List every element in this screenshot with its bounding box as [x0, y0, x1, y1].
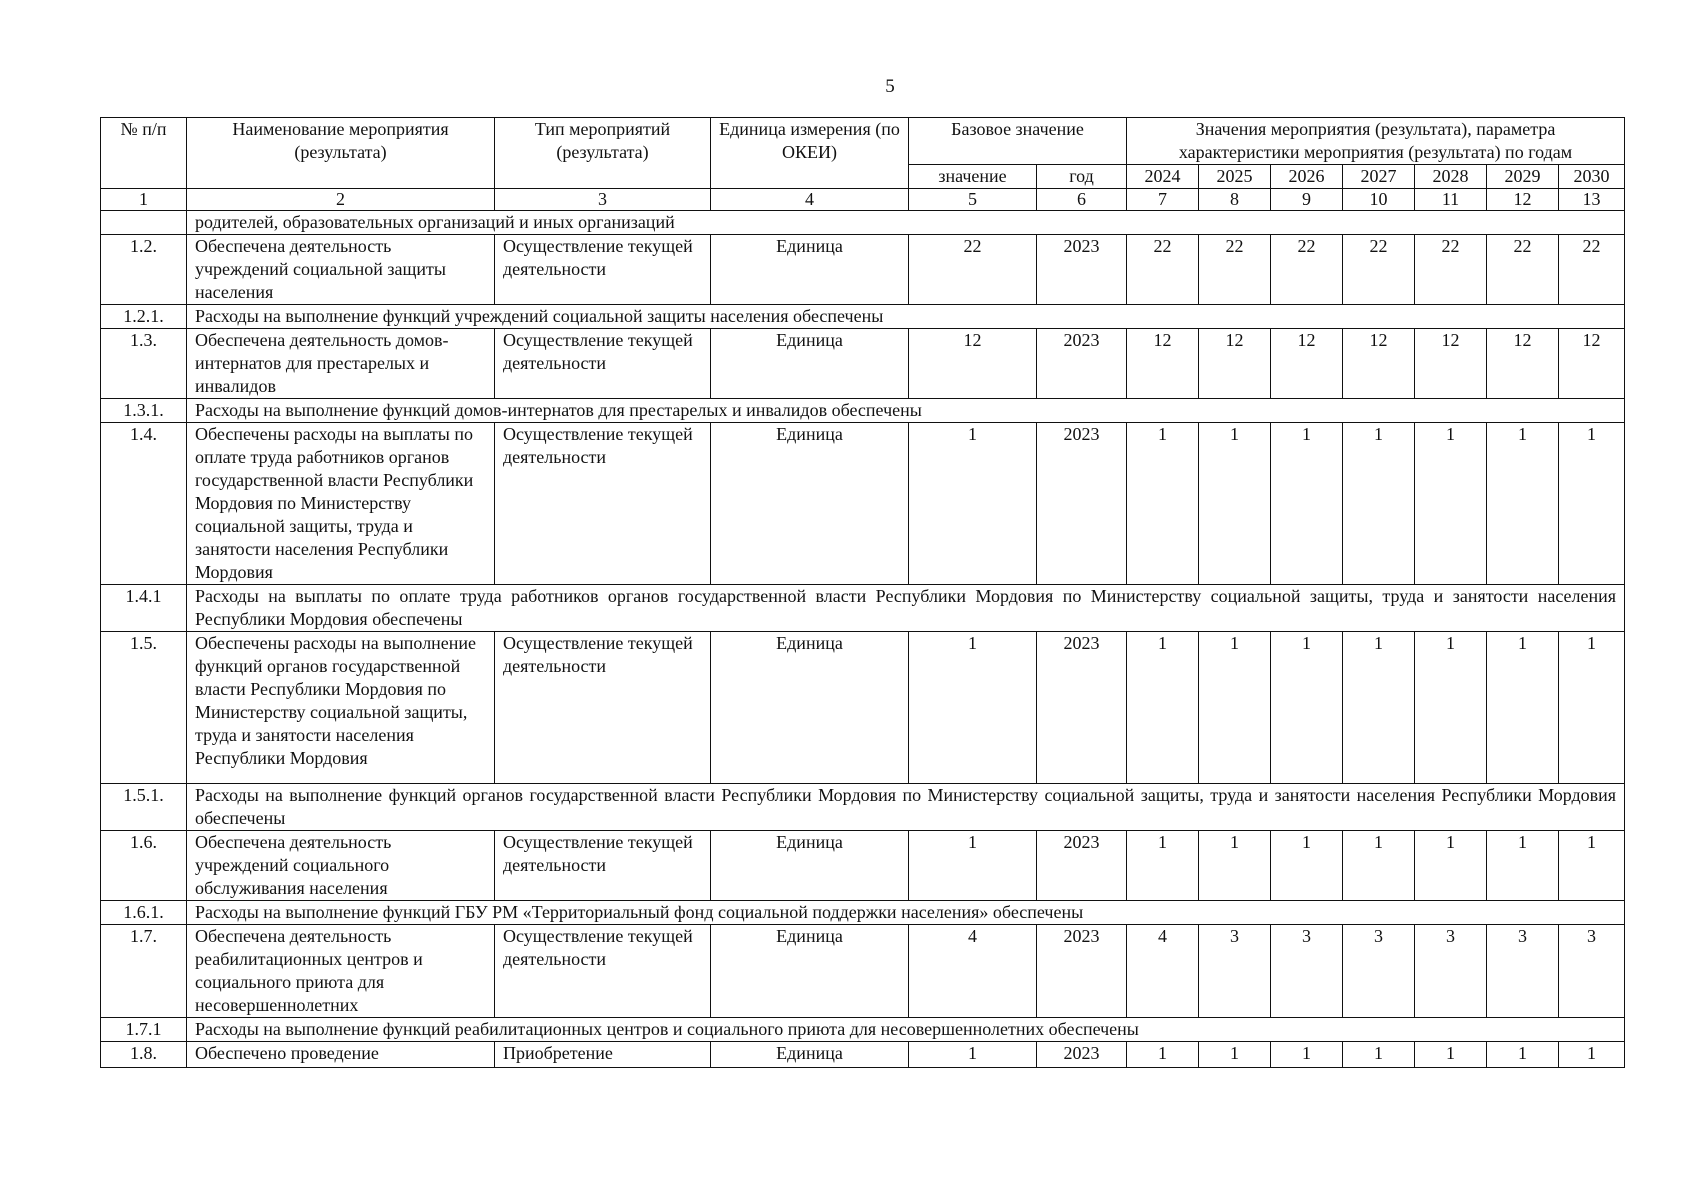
year-value-2025: 1: [1199, 831, 1271, 901]
row-number: 1.5.: [101, 632, 187, 784]
year-value-2028: 12: [1415, 329, 1487, 399]
measure-type: Осуществление текущей деятельности: [495, 423, 711, 585]
year-value-2026: 3: [1271, 925, 1343, 1018]
year-value-2024: 12: [1127, 329, 1199, 399]
col-number: 12: [1487, 189, 1559, 211]
measures-table: [100, 117, 1625, 1068]
year-value-2025: 1: [1199, 423, 1271, 585]
year-value-2025: 1: [1199, 1042, 1271, 1068]
sub-row-number: 1.6.1.: [101, 901, 187, 925]
header-year-2027: 2027: [1343, 165, 1415, 189]
year-value-2027: 1: [1343, 831, 1415, 901]
table-row: [101, 329, 1625, 399]
year-value-2028: 22: [1415, 235, 1487, 305]
year-value-2027: 22: [1343, 235, 1415, 305]
year-value-2028: 1: [1415, 632, 1487, 784]
measure-unit: Единица: [711, 235, 909, 305]
base-value: 1: [909, 831, 1037, 901]
measure-type: Осуществление текущей деятельности: [495, 831, 711, 901]
year-value-2029: 1: [1487, 831, 1559, 901]
header-year-2030: 2030: [1559, 165, 1625, 189]
measure-unit: Единица: [711, 423, 909, 585]
column-number-row: [101, 189, 1625, 211]
sub-row-number: 1.7.1: [101, 1018, 187, 1042]
year-value-2024: 1: [1127, 831, 1199, 901]
base-year: 2023: [1037, 1042, 1127, 1068]
measure-name: Обеспечена деятельность учреждений социального обслуживания населения: [187, 831, 495, 901]
year-value-2030: 1: [1559, 831, 1625, 901]
sub-row-text: Расходы на выполнение функций учреждений социальной защиты населения обеспечены: [187, 305, 1625, 329]
row-number: 1.7.: [101, 925, 187, 1018]
col-number: 5: [909, 189, 1037, 211]
sub-row-text: Расходы на выплаты по оплате труда работников органов государственной власти Республики Мордовия по Министерству социальной защиты, труда и занятости населения Республики Мордовия обеспечены: [187, 585, 1625, 632]
sub-row-number: 1.2.1.: [101, 305, 187, 329]
year-value-2024: 4: [1127, 925, 1199, 1018]
measure-type: Осуществление текущей деятельности: [495, 925, 711, 1018]
table-body: [101, 211, 1625, 1068]
header-year-2028: 2028: [1415, 165, 1487, 189]
measure-name: Обеспечены расходы на выплаты по оплате труда работников органов государственной власти Республики Мордовия по Министерству социальной защиты, труда и занятости населения Республики Мордовия: [187, 423, 495, 585]
measure-type: Осуществление текущей деятельности: [495, 632, 711, 784]
year-value-2028: 1: [1415, 1042, 1487, 1068]
header-values: Значения мероприятия (результата), параметра характеристики мероприятия (результата) по годам: [1127, 118, 1625, 165]
col-number: 6: [1037, 189, 1127, 211]
col-number: 8: [1199, 189, 1271, 211]
year-value-2030: 3: [1559, 925, 1625, 1018]
table-row: [101, 632, 1625, 784]
sub-row: [101, 585, 1625, 632]
sub-row: [101, 901, 1625, 925]
year-value-2030: 12: [1559, 329, 1625, 399]
base-year: 2023: [1037, 925, 1127, 1018]
sub-row-text: Расходы на выполнение функций реабилитационных центров и социального приюта для несовершеннолетних обеспечены: [187, 1018, 1625, 1042]
base-year: 2023: [1037, 632, 1127, 784]
sub-row: [101, 399, 1625, 423]
year-value-2027: 1: [1343, 1042, 1415, 1068]
base-value: 12: [909, 329, 1037, 399]
row-number: 1.2.: [101, 235, 187, 305]
row-number: 1.8.: [101, 1042, 187, 1068]
measure-name: Обеспечена деятельность учреждений социальной защиты населения: [187, 235, 495, 305]
sub-row-text: Расходы на выполнение функций ГБУ РМ «Территориальный фонд социальной поддержки населения» обеспечены: [187, 901, 1625, 925]
header-base-value: значение: [909, 165, 1037, 189]
year-value-2025: 1: [1199, 632, 1271, 784]
header-name: Наименование мероприятия (результата): [187, 118, 495, 189]
col-number: 2: [187, 189, 495, 211]
year-value-2024: 1: [1127, 632, 1199, 784]
year-value-2027: 3: [1343, 925, 1415, 1018]
measure-type: Приобретение: [495, 1042, 711, 1068]
year-value-2027: 1: [1343, 423, 1415, 585]
measure-name: Обеспечены расходы на выполнение функций органов государственной власти Республики Мордовия по Министерству социальной защиты, труда и занятости населения Республики Мордовия: [187, 632, 495, 784]
year-value-2029: 1: [1487, 423, 1559, 585]
header-year-2024: 2024: [1127, 165, 1199, 189]
year-value-2029: 1: [1487, 1042, 1559, 1068]
header-base-year: год: [1037, 165, 1127, 189]
header-year-2026: 2026: [1271, 165, 1343, 189]
table-row: [101, 831, 1625, 901]
continuation-row: [101, 211, 1625, 235]
year-value-2027: 1: [1343, 632, 1415, 784]
measure-unit: Единица: [711, 831, 909, 901]
continuation-text: родителей, образовательных организаций и иных организаций: [187, 211, 1625, 235]
year-value-2025: 12: [1199, 329, 1271, 399]
year-value-2030: 1: [1559, 632, 1625, 784]
sub-row: [101, 784, 1625, 831]
row-number: 1.4.: [101, 423, 187, 585]
base-year: 2023: [1037, 831, 1127, 901]
sub-row: [101, 1018, 1625, 1042]
year-value-2030: 1: [1559, 1042, 1625, 1068]
sub-row: [101, 305, 1625, 329]
header-year-2029: 2029: [1487, 165, 1559, 189]
year-value-2026: 1: [1271, 831, 1343, 901]
page-number: 5: [885, 76, 895, 97]
measure-name: Обеспечена деятельность реабилитационных центров и социального приюта для несовершеннолетних: [187, 925, 495, 1018]
year-value-2026: 1: [1271, 1042, 1343, 1068]
base-value: 22: [909, 235, 1037, 305]
year-value-2030: 22: [1559, 235, 1625, 305]
year-value-2026: 1: [1271, 423, 1343, 585]
sub-row-text: Расходы на выполнение функций органов государственной власти Республики Мордовия по Министерству социальной защиты, труда и занятости населения Республики Мордовия обеспечены: [187, 784, 1625, 831]
year-value-2028: 1: [1415, 423, 1487, 585]
col-number: 9: [1271, 189, 1343, 211]
year-value-2025: 22: [1199, 235, 1271, 305]
base-value: 1: [909, 423, 1037, 585]
year-value-2028: 1: [1415, 831, 1487, 901]
year-value-2025: 3: [1199, 925, 1271, 1018]
year-value-2029: 12: [1487, 329, 1559, 399]
table-row: [101, 235, 1625, 305]
row-number: 1.6.: [101, 831, 187, 901]
col-number: 11: [1415, 189, 1487, 211]
year-value-2027: 12: [1343, 329, 1415, 399]
header-base: Базовое значение: [909, 118, 1127, 165]
base-value: 1: [909, 1042, 1037, 1068]
header-unit: Единица измерения (по ОКЕИ): [711, 118, 909, 189]
sub-row-number: 1.3.1.: [101, 399, 187, 423]
year-value-2024: 22: [1127, 235, 1199, 305]
header-number: № п/п: [101, 118, 187, 189]
measure-unit: Единица: [711, 329, 909, 399]
continuation-number-cell: [101, 211, 187, 235]
base-year: 2023: [1037, 329, 1127, 399]
table-row: [101, 1042, 1625, 1068]
measure-name: Обеспечена деятельность домов-интернатов для престарелых и инвалидов: [187, 329, 495, 399]
col-number: 7: [1127, 189, 1199, 211]
year-value-2029: 1: [1487, 632, 1559, 784]
year-value-2024: 1: [1127, 1042, 1199, 1068]
col-number: 3: [495, 189, 711, 211]
year-value-2030: 1: [1559, 423, 1625, 585]
sub-row-text: Расходы на выполнение функций домов-интернатов для престарелых и инвалидов обеспечены: [187, 399, 1625, 423]
year-value-2028: 3: [1415, 925, 1487, 1018]
col-number: 4: [711, 189, 909, 211]
sub-row-number: 1.5.1.: [101, 784, 187, 831]
col-number: 13: [1559, 189, 1625, 211]
base-value: 1: [909, 632, 1037, 784]
table-row: [101, 925, 1625, 1018]
sub-row-number: 1.4.1: [101, 585, 187, 632]
base-year: 2023: [1037, 235, 1127, 305]
measure-type: Осуществление текущей деятельности: [495, 329, 711, 399]
header-year-2025: 2025: [1199, 165, 1271, 189]
col-number: 10: [1343, 189, 1415, 211]
base-year: 2023: [1037, 423, 1127, 585]
year-value-2024: 1: [1127, 423, 1199, 585]
year-value-2026: 1: [1271, 632, 1343, 784]
measure-type: Осуществление текущей деятельности: [495, 235, 711, 305]
table-row: [101, 423, 1625, 585]
measure-unit: Единица: [711, 632, 909, 784]
header-type: Тип мероприятий (результата): [495, 118, 711, 189]
year-value-2026: 22: [1271, 235, 1343, 305]
measure-unit: Единица: [711, 925, 909, 1018]
year-value-2029: 3: [1487, 925, 1559, 1018]
row-number: 1.3.: [101, 329, 187, 399]
measure-name: Обеспечено проведение: [187, 1042, 495, 1068]
year-value-2026: 12: [1271, 329, 1343, 399]
measure-unit: Единица: [711, 1042, 909, 1068]
year-value-2029: 22: [1487, 235, 1559, 305]
base-value: 4: [909, 925, 1037, 1018]
col-number: 1: [101, 189, 187, 211]
